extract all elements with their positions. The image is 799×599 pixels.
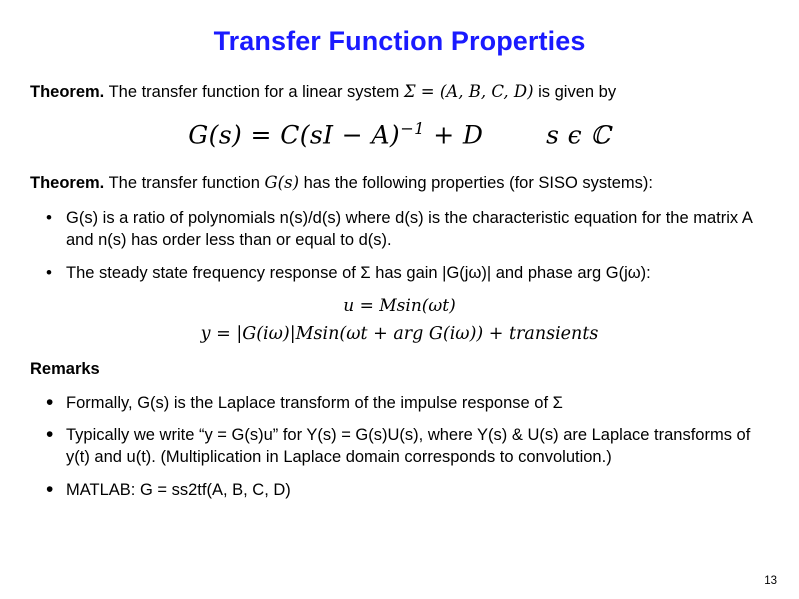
main-equation-domain: s ϵ ℂ [546, 120, 611, 150]
list-item: • The steady state frequency response of Σ has gain |G(jω)| and phase arg G(jω): [44, 263, 769, 285]
theorem-symbol-2: G(s) [264, 172, 300, 192]
page-number: 13 [764, 575, 777, 587]
theorem-text-after-2: has the following properties (for SISO systems): [303, 173, 654, 192]
equation-input: u = Msin(ωt) [343, 295, 456, 316]
list-item: • Typically we write “y = G(s)u” for Y(s) = G(s)U(s), where Y(s) & U(s) are Laplace transforms of y(t) and u(t). (Multiplication in Laplace domain corresponds to convolution.) [44, 425, 769, 469]
theorem-text-before-1: The transfer function for a linear system [108, 83, 400, 101]
theorem-text-before-2: The transfer function [108, 173, 260, 192]
theorem-text-after-1: is given by [538, 83, 617, 101]
page-title: Transfer Function Properties [213, 26, 586, 56]
list-item: • Formally, G(s) is the Laplace transform of the impulse response of Σ [44, 393, 769, 415]
theorem-label-2: Theorem. [30, 173, 105, 192]
main-equation-plus: + D [433, 120, 484, 150]
main-equation [30, 119, 769, 149]
theorem-statement-2 [30, 172, 769, 194]
equation-output: y = |G(iω)|Msin(ωt + arg G(iω)) + transients [200, 323, 599, 344]
main-equation-lhs: G(s) = C(sI − A) [188, 120, 401, 150]
theorem-label-1: Theorem. [30, 83, 105, 101]
remarks-heading: Remarks [30, 359, 100, 378]
theorem-symbol-1: Σ = (A, B, C, D) [403, 82, 534, 101]
list-item: • G(s) is a ratio of polynomials n(s)/d(s) where d(s) is the characteristic equation for the matrix A and n(s) has order less than or equal to d(s). [44, 208, 769, 252]
remarks-list [30, 393, 769, 502]
theorem-statement-1 [30, 81, 769, 103]
list-item: • MATLAB: G = ss2tf(A, B, C, D) [44, 480, 769, 502]
properties-list [30, 208, 769, 284]
main-equation-exponent: −1 [400, 119, 425, 139]
